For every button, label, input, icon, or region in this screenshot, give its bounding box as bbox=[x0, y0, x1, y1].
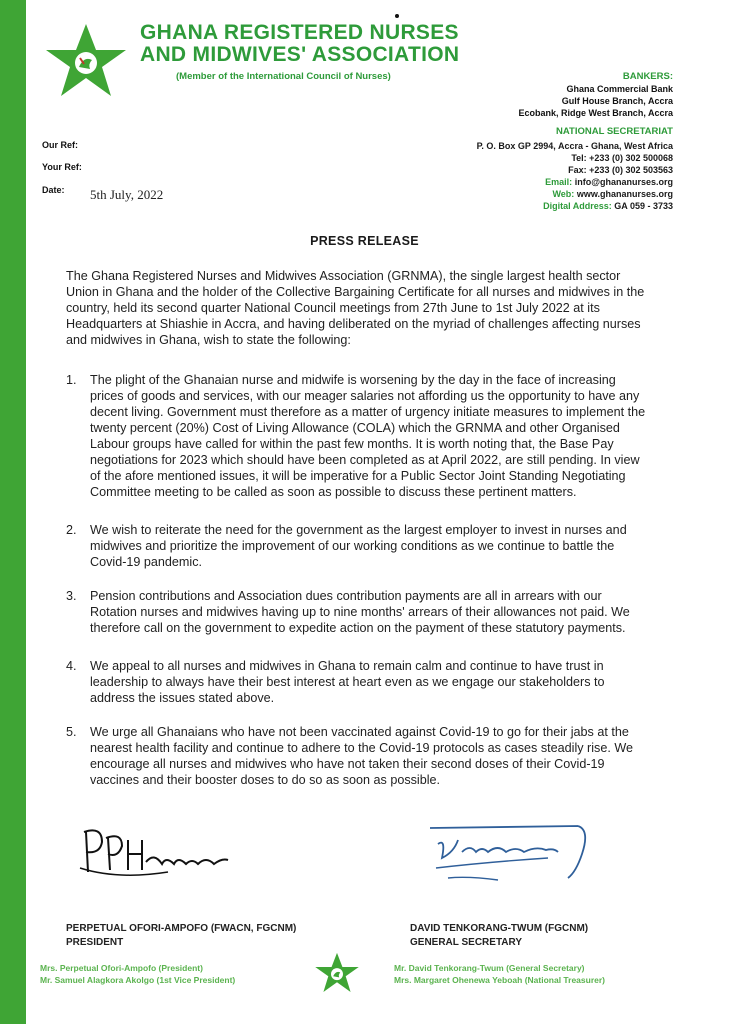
your-ref-label: Your Ref: bbox=[42, 162, 82, 172]
footer-officer: Mr. Samuel Alagkora Akolgo (1st Vice President) bbox=[40, 975, 236, 985]
item-number: 2. bbox=[66, 523, 77, 537]
ink-dot bbox=[395, 14, 399, 18]
postal-address: P. O. Box GP 2994, Accra - Ghana, West Africa bbox=[476, 141, 673, 151]
general-secretary-name: DAVID TENKORANG-TWUM (FGCNM) bbox=[410, 923, 589, 934]
item-text: We urge all Ghanaians who have not been vaccinated against Covid-19 to go for their jabs at the nearest health facility and continue to adhere to the Covid-19 protocols as cases steadily rise. We encourage all nurses and midwives who have not taken their second doses of their Covid-19 vaccines and their booster doses to do so as soon as possible. bbox=[90, 725, 634, 787]
item-number: 3. bbox=[66, 589, 77, 603]
footer-officer: Mrs. Perpetual Ofori-Ampofo (President) bbox=[40, 963, 203, 973]
our-ref-label: Our Ref: bbox=[42, 140, 78, 150]
footer-officers-left bbox=[40, 962, 235, 986]
item-text: Pension contributions and Association dues contribution payments are all in arrears with our Rotation nurses and midwives having up to nine months' arrears of their allowances not paid. We therefore call on the government to expedite action on the payment of these statutory payments. bbox=[90, 589, 630, 635]
item-text: The plight of the Ghanaian nurse and midwife is worsening by the day in the face of increasing prices of goods and services, with our meager salaries not affording us the opportunity to have any decent living. Government must therefore as a matter of urgency initiate measures to implement the twenty percent (20%) Cost of Living Allowance (COLA) which the GRNMA and other Organised Labour groups have called for within the past few months. It is worth noting that, the Base Pay negotiations for 2023 which should have been completed as at April 2022, are still pending. In view of the afore mentioned issues, it will be imperative for a Public Sector Joint Standing Negotiating Committee meeting to be called as soon as possible to discuss these pertinent matters. bbox=[90, 373, 646, 499]
item-number: 5. bbox=[66, 725, 77, 739]
president-signatory bbox=[66, 922, 296, 950]
item-text: We wish to reiterate the need for the government as the largest employer to invest in nurses and midwives and prioritize the improvement of our working conditions as we continue to battle the Covid-19 pandemic. bbox=[90, 523, 627, 569]
national-secretariat-heading: NATIONAL SECRETARIAT bbox=[556, 126, 673, 137]
footer-star-logo bbox=[312, 950, 362, 996]
banker-line: Gulf House Branch, Accra bbox=[561, 96, 673, 106]
date-value: 5th July, 2022 bbox=[90, 187, 164, 202]
banker-line: Ecobank, Ridge West Branch, Accra bbox=[518, 108, 673, 118]
general-secretary-signature bbox=[428, 818, 598, 888]
president-title: PRESIDENT bbox=[66, 937, 124, 948]
org-name bbox=[140, 22, 459, 66]
item-number: 1. bbox=[66, 373, 77, 387]
item-number: 4. bbox=[66, 659, 77, 673]
org-name-line2: AND MIDWIVES' ASSOCIATION bbox=[140, 43, 460, 66]
item-text: We appeal to all nurses and midwives in Ghana to remain calm and continue to have trust in leadership to always have their best interest at heart even as we engage our stakeholders to address the issues stated above. bbox=[90, 659, 605, 705]
footer-officers-right bbox=[394, 962, 605, 986]
president-signature bbox=[78, 818, 248, 888]
digital-address-line: Digital Address: GA 059 - 3733 bbox=[543, 201, 673, 211]
bankers-heading: BANKERS: bbox=[622, 71, 673, 82]
email-line: Email: info@ghananurses.org bbox=[545, 177, 673, 187]
date-label: Date: bbox=[42, 185, 65, 195]
org-name-line1: GHANA REGISTERED NURSES bbox=[140, 21, 459, 44]
intro-paragraph: The Ghana Registered Nurses and Midwives Association (GRNMA), the single largest health sector Union in Ghana and the holder of the Collective Bargaining Certificate for all nurses and midwives in the country, held its second quarter National Council meetings from 27th June to 1st July 2022 at its Headquarters at Shiashie in Accra, and having deliberated on the myriad of challenges affecting nurses and midwives in Ghana, wish to state the following: bbox=[66, 269, 645, 347]
web-line: Web: www.ghananurses.org bbox=[552, 189, 673, 199]
press-release-title: PRESS RELEASE bbox=[310, 234, 419, 248]
tel-line: Tel: +233 (0) 302 500068 bbox=[571, 153, 673, 163]
banker-line: Ghana Commercial Bank bbox=[566, 84, 673, 94]
general-secretary-title: GENERAL SECRETARY bbox=[410, 937, 523, 948]
president-name: PERPETUAL OFORI-AMPOFO (FWACN, FGCNM) bbox=[66, 923, 297, 934]
general-secretary-signatory bbox=[410, 922, 588, 950]
org-subtitle: (Member of the International Council of Nurses) bbox=[176, 71, 391, 82]
grnma-star-logo bbox=[40, 20, 132, 102]
fax-line: Fax: +233 (0) 302 503563 bbox=[568, 165, 673, 175]
green-sidebar bbox=[0, 0, 26, 1024]
footer-officer: Mrs. Margaret Ohenewa Yeboah (National Treasurer) bbox=[394, 975, 605, 985]
footer-officer: Mr. David Tenkorang-Twum (General Secretary) bbox=[394, 963, 585, 973]
